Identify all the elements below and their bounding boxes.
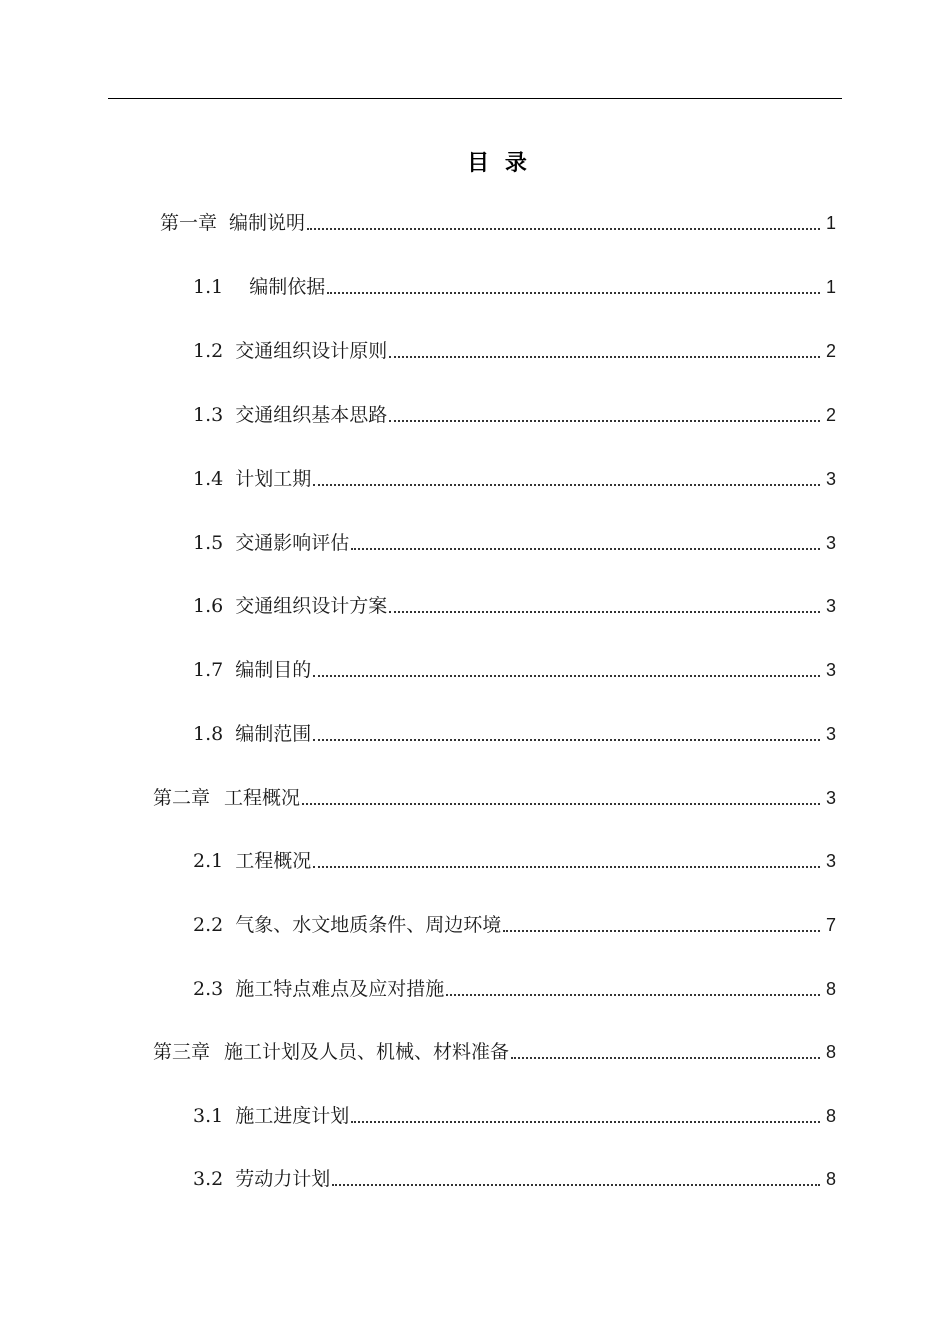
toc-entry-section[interactable]: [193, 400, 836, 430]
toc-entry-number: 1.4: [193, 468, 224, 490]
toc-leader-dots: [511, 1057, 820, 1059]
toc-entry-section[interactable]: [193, 974, 836, 1004]
toc-entry-number: 1.6: [193, 595, 224, 617]
toc-entry-number: 1.3: [193, 404, 224, 426]
toc-entry-section[interactable]: [193, 528, 836, 558]
toc-entry-label: 编制目的: [235, 659, 312, 681]
toc-entry-number: 1.8: [193, 723, 224, 745]
toc-entry-label: 施工计划及人员、机械、材料准备: [224, 1041, 510, 1063]
toc-entry-page: 3: [825, 660, 836, 680]
toc-entry-label: 工程概况: [235, 850, 312, 872]
toc-entry-page: 3: [825, 469, 836, 489]
toc-entry-label: 施工特点难点及应对措施: [235, 978, 445, 1000]
toc-entry-label: 工程概况: [224, 787, 301, 809]
toc-entry-number: 1.1: [193, 276, 224, 298]
toc-entry-label: 施工进度计划: [235, 1105, 350, 1127]
toc-entry-section[interactable]: [193, 719, 836, 749]
toc-entry-page: 8: [825, 1042, 836, 1062]
toc-entry-number: 1.5: [193, 532, 224, 554]
toc-leader-dots: [332, 1184, 820, 1186]
toc-entry-section[interactable]: [193, 910, 836, 940]
toc-entry-page: 7: [825, 915, 836, 935]
toc-entry-label: 编制范围: [235, 723, 312, 745]
toc-entry-number: 第三章: [153, 1041, 211, 1063]
toc-leader-dots: [302, 803, 820, 805]
toc-entry-page: 3: [825, 851, 836, 871]
toc-entry-label: 交通组织设计方案: [235, 595, 388, 617]
toc-entry-label: 编制依据: [249, 276, 326, 298]
toc-entry-page: 8: [825, 979, 836, 999]
toc-entry-page: 2: [825, 405, 836, 425]
toc-leader-dots: [313, 675, 820, 677]
toc-entry-section[interactable]: [193, 1101, 836, 1131]
toc-entry-label: 编制说明: [229, 212, 306, 234]
toc-entry-page: 1: [825, 277, 836, 297]
toc-entry-section[interactable]: [193, 272, 836, 302]
toc-entry-page: 3: [825, 724, 836, 744]
toc-entry-section[interactable]: [193, 464, 836, 494]
toc-entry-section[interactable]: [193, 846, 836, 876]
toc-leader-dots: [307, 228, 820, 230]
toc-entry-chapter-2[interactable]: [153, 783, 836, 813]
toc-entry-label: 气象、水文地质条件、周边环境: [235, 914, 502, 936]
toc-entry-page: 3: [825, 596, 836, 616]
toc-leader-dots: [503, 930, 820, 932]
toc-entry-page: 3: [825, 788, 836, 808]
toc-entry-number: 1.2: [193, 340, 224, 362]
toc-leader-dots: [313, 739, 820, 741]
toc-entry-page: 8: [825, 1169, 836, 1189]
toc-entry-section[interactable]: [193, 1164, 836, 1194]
toc-entry-label: 交通影响评估: [235, 532, 350, 554]
toc-entry-label: 交通组织设计原则: [235, 340, 388, 362]
toc-entry-page: 8: [825, 1106, 836, 1126]
toc-leader-dots: [351, 1121, 820, 1123]
toc-entry-number: 3.1: [193, 1105, 224, 1127]
toc-entry-number: 2.1: [193, 850, 224, 872]
toc-leader-dots: [389, 611, 820, 613]
toc-entry-page: 1: [825, 213, 836, 233]
toc-entry-section[interactable]: [193, 336, 836, 366]
toc-entry-number: 1.7: [193, 659, 224, 681]
toc-entry-number: 3.2: [193, 1168, 224, 1190]
toc-leader-dots: [389, 420, 820, 422]
toc-entry-page: 3: [825, 533, 836, 553]
toc-entry-page: 2: [825, 341, 836, 361]
toc-leader-dots: [389, 356, 820, 358]
toc-leader-dots: [327, 292, 820, 294]
toc-leader-dots: [313, 484, 820, 486]
toc-leader-dots: [313, 866, 820, 868]
page-title: 目 录: [467, 151, 531, 176]
toc-entry-number: 第二章: [153, 787, 211, 809]
toc-leader-dots: [351, 548, 820, 550]
toc-leader-dots: [446, 994, 820, 996]
toc-entry-label: 计划工期: [235, 468, 312, 490]
toc-entry-number: 2.2: [193, 914, 224, 936]
toc-entry-section[interactable]: [193, 591, 836, 621]
toc-entry-label: 交通组织基本思路: [235, 404, 388, 426]
toc-entry-section[interactable]: [193, 655, 836, 685]
toc-entry-chapter-3[interactable]: [153, 1037, 836, 1067]
toc-entry-number: 第一章: [160, 212, 218, 234]
toc-entry-label: 劳动力计划: [235, 1168, 331, 1190]
toc-entry-chapter-1[interactable]: [160, 208, 836, 238]
toc-entry-number: 2.3: [193, 978, 224, 1000]
